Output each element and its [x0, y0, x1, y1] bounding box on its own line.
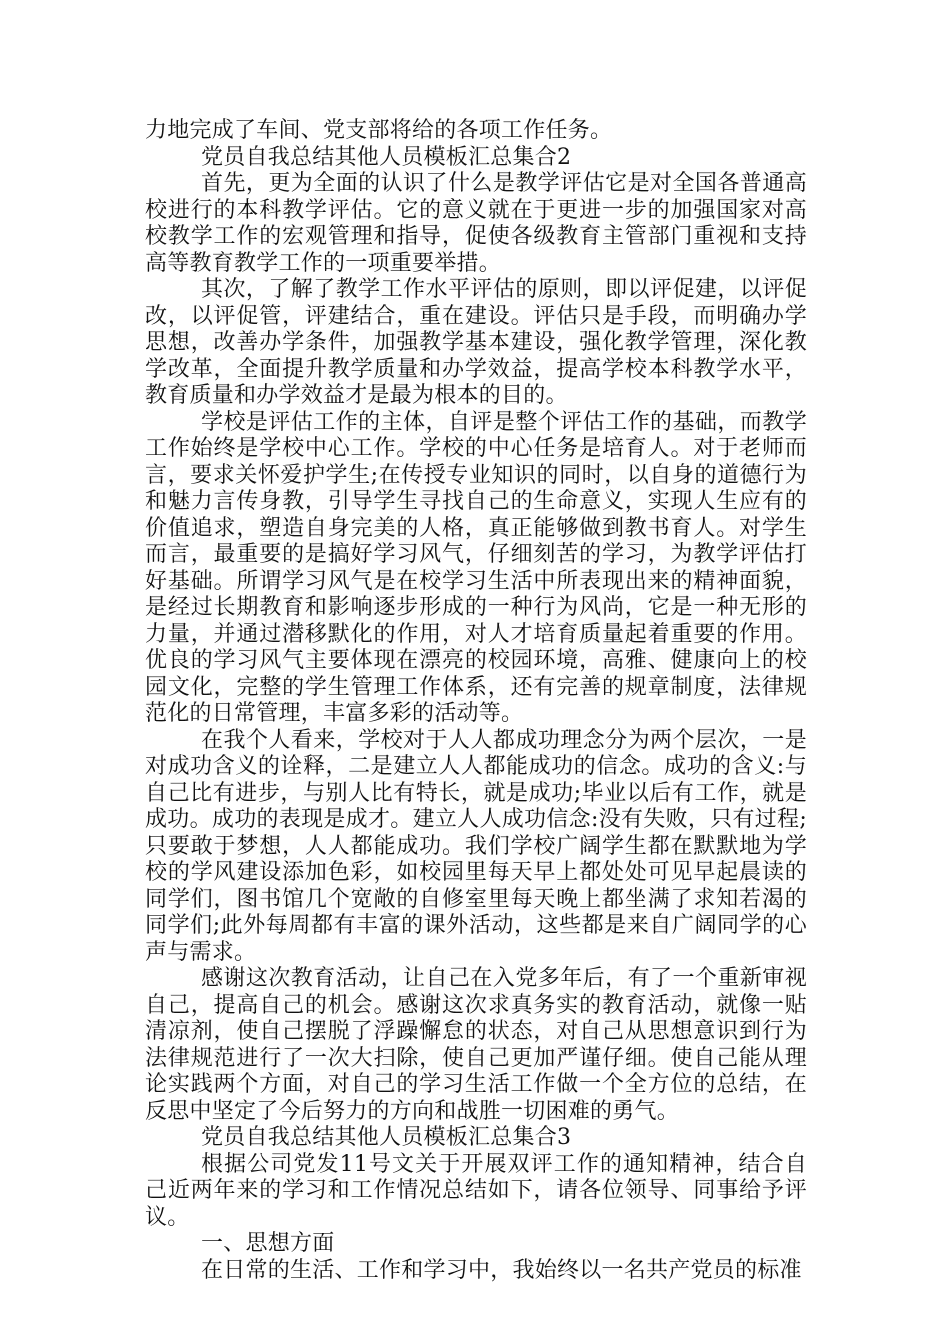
subsection-heading: 一、思想方面	[201, 1231, 335, 1256]
paragraph: 在日常的生活、工作和学习中，我始终以一名共产党员的标准	[201, 1257, 802, 1283]
section-heading-3: 党员自我总结其他人员模板汇总集合3	[201, 1125, 572, 1150]
paragraph-continuation: 力地完成了车间、党支部将给的各项工作任务。	[145, 118, 613, 143]
paragraph: 首先，更为全面的认识了什么是教学评估它是对全国各普通高校进行的本科教学评估。它的意义就在于更进一步的加强国家对高校教学工作的宏观管理和指导，促使各级教育主管部门重视和支持高等教育教学工作的一项重要举措。	[145, 171, 807, 276]
paragraph: 感谢这次教育活动，让自己在入党多年后，有了一个重新审视自己，提高自己的机会。感谢这次求真务实的教育活动，就像一贴清凉剂，使自己摆脱了浮躁懈怠的状态，对自己从思想意识到行为法律规范进行了一次大扫除，使自己更加严谨仔细。使自己能从理论实践两个方面，对自己的学习生活工作做一个全方位的总结，在反思中坚定了今后努力的方向和战胜一切困难的勇气。	[145, 966, 807, 1124]
paragraph: 其次，了解了教学工作水平评估的原则，即以评促建，以评促改，以评促管，评建结合，重在建设。评估只是手段，而明确办学思想，改善办学条件，加强教学基本建设，强化教学管理，深化教学改革，全面提升教学质量和办学效益，提高学校本科教学水平，教育质量和办学效益才是最为根本的目的。	[145, 277, 807, 408]
paragraph: 在我个人看来，学校对于人人都成功理念分为两个层次，一是对成功含义的诠释，二是建立人人都能成功的信念。成功的含义:与自己比有进步，与别人比有特长，就是成功;毕业以后有工作，就是成功。成功的表现是成才。建立人人成功信念:没有失败，只有过程;只要敢于梦想，人人都能成功。我们学校广阔学生都在默默地为学校的学风建设添加色彩，如校园里每天早上都处处可见早起晨读的同学们，图书馆几个宽敞的自修室里每天晚上都坐满了求知若渴的同学们;此外每周都有丰富的课外活动，这些都是来自广阔同学的心声与需求。	[145, 727, 807, 965]
paragraph: 根据公司党发11号文关于开展双评工作的通知精神，结合自己近两年来的学习和工作情况总结如下，请各位领导、同事给予评议。	[145, 1151, 807, 1230]
section-heading-2: 党员自我总结其他人员模板汇总集合2	[201, 144, 572, 170]
paragraph: 学校是评估工作的主体，自评是整个评估工作的基础，而教学工作始终是学校中心工作。学校的中心任务是培育人。对于老师而言，要求关怀爱护学生;在传授专业知识的同时，以自身的道德行为和魅力言传身教，引导学生寻找自己的生命意义，实现人生应有的价值追求，塑造自身完美的人格，真正能够做到教书育人。对学生而言，最重要的是搞好学习风气，仔细刻苦的学习，为教学评估打好基础。所谓学习风气是在校学习生活中所表现出来的精神面貌，是经过长期教育和影响逐步形成的一种行为风尚，它是一种无形的力量，并通过潜移默化的作用，对人才培育质量起着重要的作用。优良的学习风气主要体现在漂亮的校园环境，高雅、健康向上的校园文化，完整的学生管理工作体系，还有完善的规章制度，法律规范化的日常管理，丰富多彩的活动等。	[145, 409, 807, 726]
document-body	[145, 118, 807, 1284]
